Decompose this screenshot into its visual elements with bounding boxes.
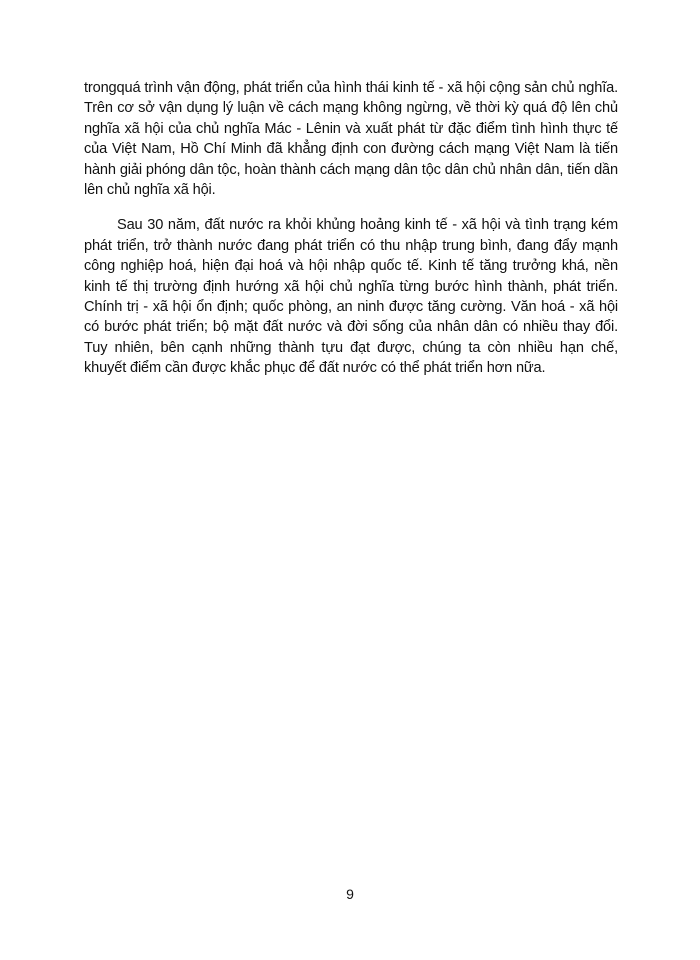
paragraph-2: Sau 30 năm, đất nước ra khỏi khủng hoảng kinh tế - xã hội và tình trạng kém phát triển, trở thành nước đang phát triển có thu nhập trung bình, đang đẩy mạnh công nghiệp hoá, hiện đại hoá và hội nhập quốc tế. Kinh tế tăng trưởng khá, nền kinh tế thị trường định hướng xã hội chủ nghĩa từng bước hình thành, phát triển. Chính trị - xã hội ổn định; quốc phòng, an ninh được tăng cường. Văn hoá - xã hội có bước phát triển; bộ mặt đất nước và đời sống của nhân dân có nhiều thay đổi. Tuy nhiên, bên cạnh những thành tựu đạt được, chúng ta còn nhiều hạn chế, khuyết điểm cần được khắc phục để đất nước có thể phát triển hơn nữa. [84,217,618,377]
body-text [84,78,618,379]
paragraph-1: trongquá trình vận động, phát triển của hình thái kinh tế - xã hội cộng sản chủ nghĩa. Trên cơ sở vận dụng lý luận về cách mạng không ngừng, về thời kỳ quá độ lên chủ nghĩa xã hội của chủ nghĩa Mác - Lênin và xuất phát từ đặc điểm tình hình thực tế của Việt Nam, Hồ Chí Minh đã khẳng định con đường cách mạng Việt Nam là tiến hành giải phóng dân tộc, hoàn thành cách mạng dân tộc dân chủ nhân dân, tiến dần lên chủ nghĩa xã hội. [84,80,618,199]
page-number: 9 [346,886,354,902]
